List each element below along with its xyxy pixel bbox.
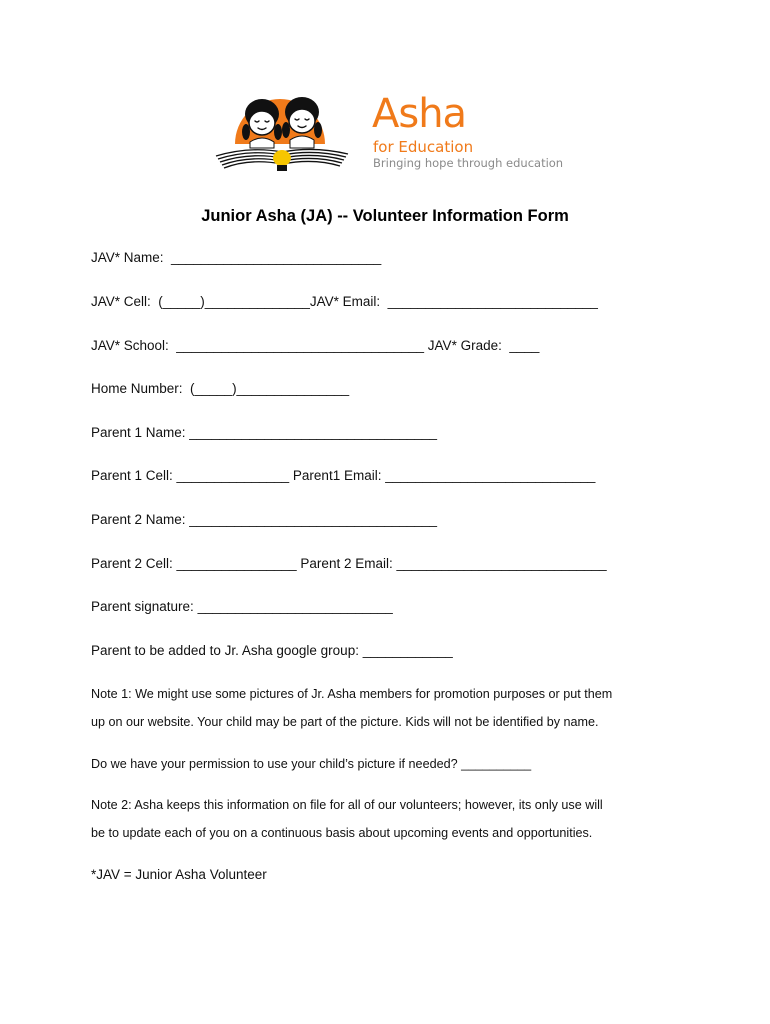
parent1-name-field[interactable]: Parent 1 Name: _________________________________ <box>91 425 438 440</box>
permission-question[interactable]: Do we have your permission to use your child’s picture if needed? __________ <box>91 757 532 771</box>
note2-line1: Note 2: Asha keeps this information on file for all of our volunteers; however, its only use will <box>91 798 603 812</box>
jav-cell-email-field[interactable]: JAV* Cell: (_____)______________JAV* Email: ____________________________ <box>91 294 598 309</box>
brand-tagline: Bringing hope through education <box>373 156 564 170</box>
jav-school-grade-field[interactable]: JAV* School: _________________________________ JAV* Grade: ____ <box>91 338 540 353</box>
parent2-cell-email-field[interactable]: Parent 2 Cell: ________________ Parent 2 Email: ____________________________ <box>91 556 607 571</box>
brand-subtitle: for Education <box>373 138 474 156</box>
asha-logo-icon <box>210 92 370 184</box>
google-group-field[interactable]: Parent to be added to Jr. Asha google group: ____________ <box>91 643 453 658</box>
note1-line2: up on our website. Your child may be part of the picture. Kids will not be identified by name. <box>91 715 599 729</box>
footnote: *JAV = Junior Asha Volunteer <box>91 867 267 882</box>
asha-logo <box>210 92 570 184</box>
parent-signature-field[interactable]: Parent signature: __________________________ <box>91 599 393 614</box>
parent1-cell-email-field[interactable]: Parent 1 Cell: _______________ Parent1 Email: ____________________________ <box>91 468 596 483</box>
jav-name-field[interactable]: JAV* Name: ____________________________ <box>91 250 382 265</box>
home-number-field[interactable]: Home Number: (_____)_______________ <box>91 381 350 396</box>
note1-line1: Note 1: We might use some pictures of Jr. Asha members for promotion purposes or put them <box>91 687 613 701</box>
form-title: Junior Asha (JA) -- Volunteer Information Form <box>201 207 569 225</box>
note2-line2: be to update each of you on a continuous basis about upcoming events and opportunities. <box>91 826 593 840</box>
parent2-name-field[interactable]: Parent 2 Name: _________________________________ <box>91 512 438 527</box>
brand-name: Asha <box>372 91 467 137</box>
